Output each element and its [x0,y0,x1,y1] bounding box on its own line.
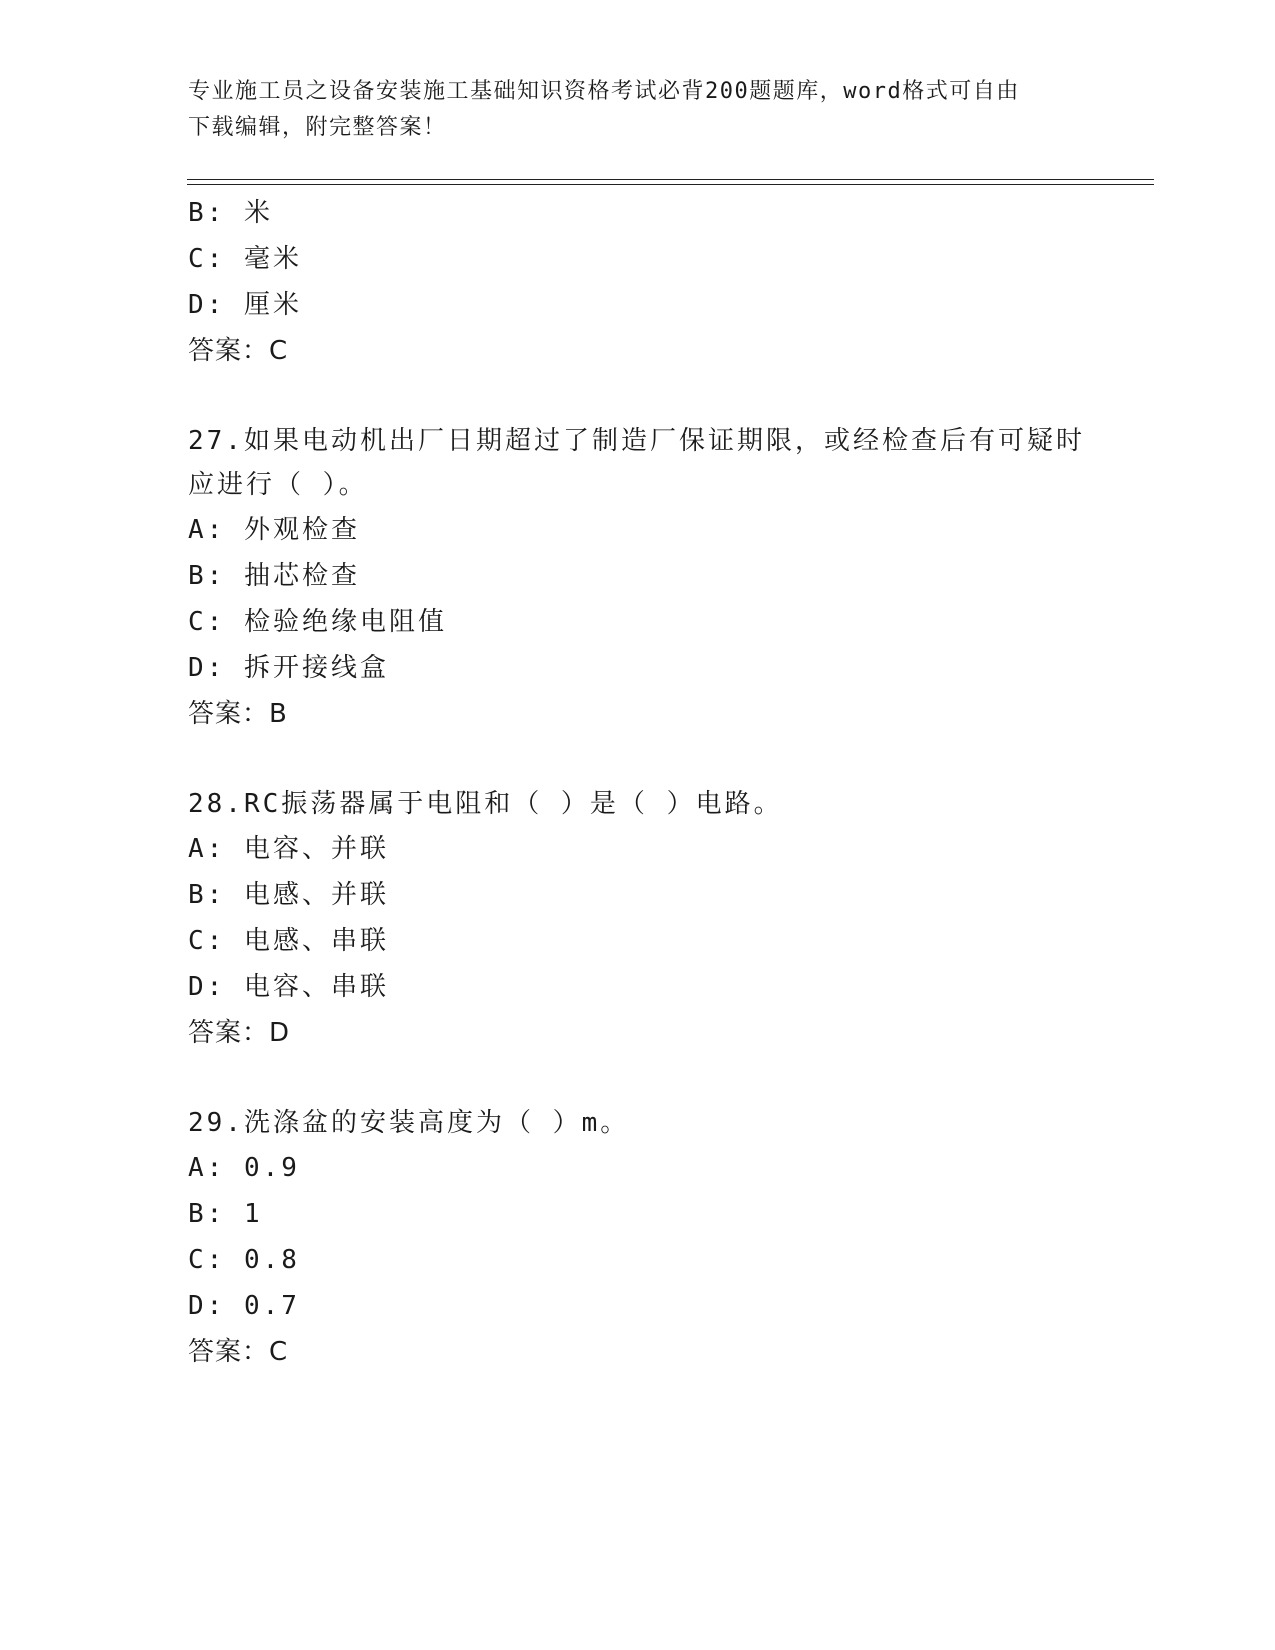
header-line-1: 专业施工员之设备安装施工基础知识资格考试必背200题题库，word格式可自由 [188,79,1020,104]
answer: 答案：C [188,336,289,366]
option-b: B: 米 [188,198,273,228]
option-d: D: 厘米 [188,290,302,320]
option-c: C: 电感、串联 [188,926,389,956]
option-b: B: 电感、并联 [188,880,389,910]
document-header [188,74,1088,146]
answer: 答案：B [188,699,288,729]
question-stem: 29.洗涤盆的安装高度为（ ）m。 [188,1108,630,1138]
option-a: A: 电容、并联 [188,834,389,864]
answer: 答案：D [188,1018,291,1048]
question-29 [188,1101,1088,1375]
option-a: A: 外观检查 [188,515,360,545]
option-c: C: 检验绝缘电阻值 [188,607,447,637]
question-list [188,190,1088,1375]
question-27 [188,419,1088,737]
header-line-2: 下载编辑，附完整答案！ [188,115,447,140]
question-stem-continued: 应进行（ ）。 [188,470,368,500]
header-divider-top [187,179,1154,180]
option-c: C: 毫米 [188,244,302,274]
question-26-continued [188,190,1088,374]
question-stem: 28.RC振荡器属于电阻和（ ）是（ ）电路。 [188,789,783,819]
option-d: D: 拆开接线盒 [188,653,389,683]
question-stem: 27.如果电动机出厂日期超过了制造厂保证期限，或经检查后有可疑时 [188,426,1085,456]
option-d: D: 0.7 [188,1291,300,1321]
option-b: B: 抽芯检查 [188,561,360,591]
answer: 答案：C [188,1337,289,1367]
header-divider-bottom [187,184,1154,185]
option-a: A: 0.9 [188,1153,300,1183]
option-c: C: 0.8 [188,1245,300,1275]
option-b: B: 1 [188,1199,263,1229]
question-28 [188,782,1088,1056]
option-d: D: 电容、串联 [188,972,389,1002]
